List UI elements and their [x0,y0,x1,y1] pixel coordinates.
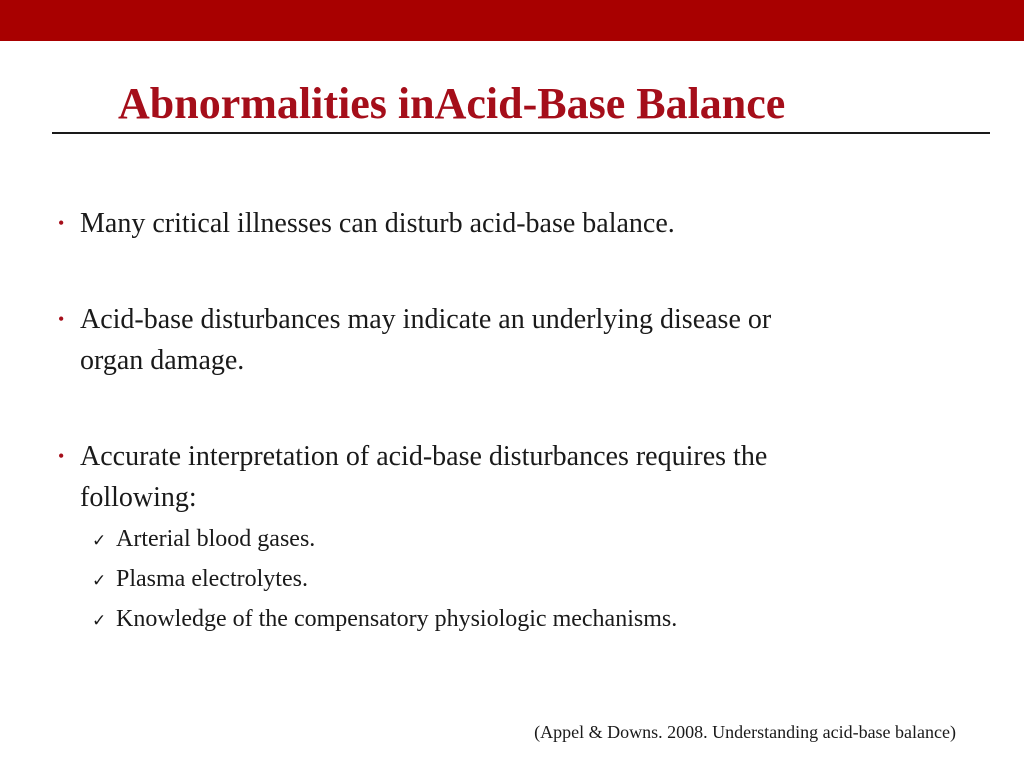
title-underline [52,76,990,134]
checklist-item [92,524,892,556]
checklist-item [92,564,892,596]
checklist-text: Arterial blood gases. [116,526,316,552]
checklist-item [92,604,892,636]
checklist-text: Plasma electrolytes. [116,566,308,592]
checkmark-icon: ✓ [92,611,107,631]
citation: (Appel & Downs. 2008. Understanding acid-base balance) [534,722,956,742]
bullet-icon: • [58,446,65,466]
bullet-item [58,299,938,381]
bullet-item [58,203,938,244]
checklist-text: Knowledge of the compensatory physiologic mechanisms. [116,606,678,632]
bullet-text: Accurate interpretation of acid-base disturbances requires the following: [80,441,768,513]
checkmark-icon: ✓ [92,571,107,591]
header-bar [0,0,1024,41]
slide-title: Abnormalities inAcid-Base Balance [118,79,786,128]
bullet-icon: • [58,213,65,233]
bullet-text: Acid-base disturbances may indicate an underlying disease or organ damage. [80,304,772,376]
checkmark-icon: ✓ [92,531,107,551]
bullet-icon: • [58,309,65,329]
bullet-text: Many critical illnesses can disturb acid-base balance. [80,208,675,239]
bullet-item [58,436,938,518]
